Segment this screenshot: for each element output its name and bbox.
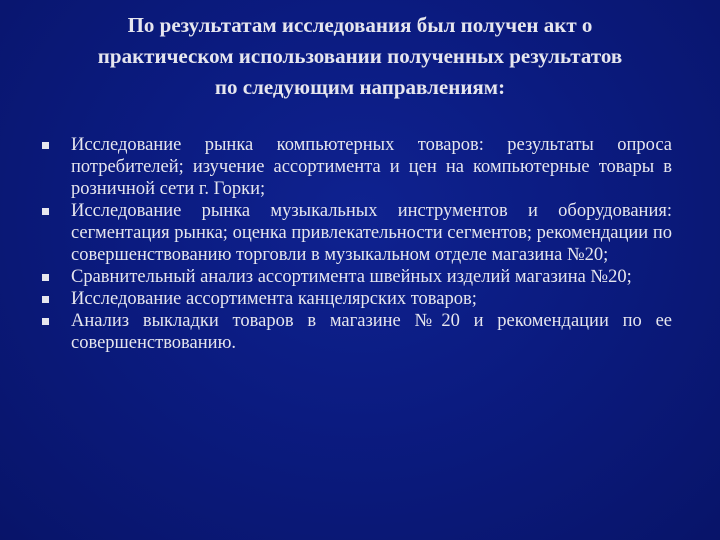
square-bullet-icon [42, 142, 49, 149]
bullet-text: Сравнительный анализ ассортимента швейных изделий магазина №20; [71, 267, 632, 287]
square-bullet-icon [42, 274, 49, 281]
square-bullet-icon [42, 318, 49, 325]
bullet-item-merchandising [38, 310, 672, 354]
bullet-text: Исследование рынка музыкальных инструментов и оборудования: сегментация рынка; оценка привлекательности сегментов; рекомендации по совершенствованию торговли в музыкальном отделе магазина №20; [71, 201, 672, 265]
bullet-item-computer-market [38, 134, 672, 200]
title-line-3: по следующим направлениям: [214, 75, 506, 99]
title-line-2: практическом использовании полученных результатов [97, 44, 623, 68]
bullet-item-sewing-assortment [38, 266, 672, 288]
title-line-1: По результатам исследования был получен акт о [127, 13, 593, 37]
bullet-text: Анализ выкладки товаров в магазине №20 и рекомендации по ее совершенствованию. [71, 311, 672, 353]
square-bullet-icon [42, 296, 49, 303]
bullet-text: Исследование рынка компьютерных товаров: результаты опроса потребителей; изучение ассортимента и цен на компьютерные товары в розничной сети г. Горки; [71, 135, 672, 199]
square-bullet-icon [42, 208, 49, 215]
bullet-item-music-market [38, 200, 672, 266]
bullet-item-stationery-assortment [38, 288, 672, 310]
bullet-text: Исследование ассортимента канцелярских товаров; [71, 289, 477, 309]
bullet-list [38, 134, 672, 354]
slide-title [40, 10, 680, 103]
